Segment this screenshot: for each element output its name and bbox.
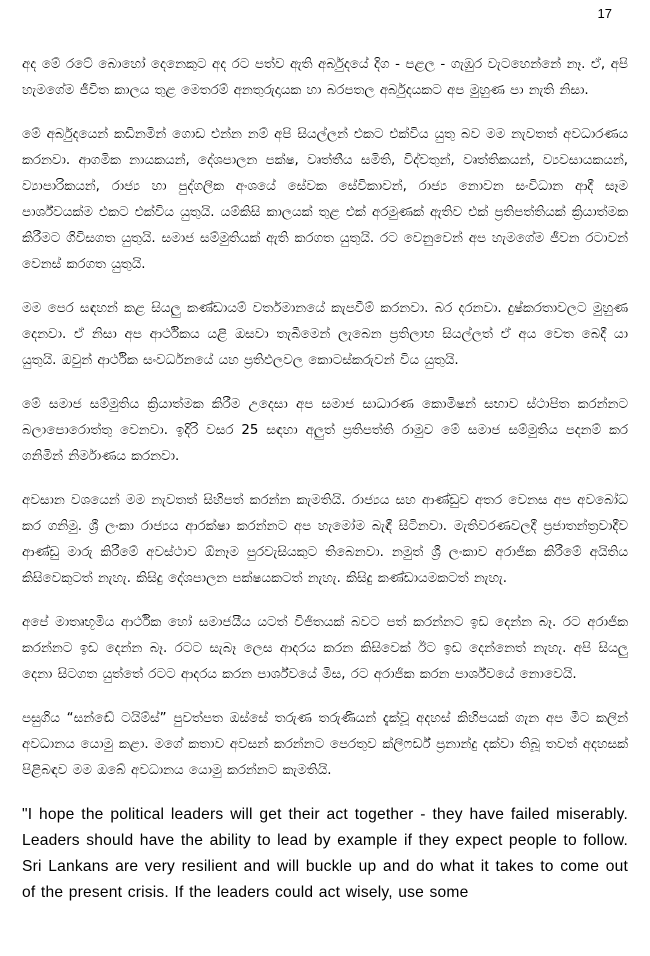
- paragraph: පසුගිය “සන්ඬේ ටයිම්ස්” පුවත්පත ඔස්සේ තරුණ තරුණියන් දැක්වූ අදහස් කිහිපයක් ගැන අප මීට කලින් අවධානය යොමු කළා. මගේ කතාව අවසන් කරන්නට පෙරතුව ක්ලිෆර්ඩ් ප්‍රනාන්දු දක්වා තිබූ තවත් අදහසක් පිළිබඳව මම ඔබේ අවධානය යොමු කරන්නට කැමතියි.: [22, 711, 628, 778]
- paragraph: මම පෙර සඳහන් කළ සියලු කණ්ඩායම් වර්තමානයේ කැපවීම් කරනවා. බර දරනවා. දුෂ්කරතාවලට මුහුණ දෙනවා. ඒ නිසා අප ආර්ථිකය යළි ඔසවා තැබීමෙන් ලැබෙන ප්‍රතිලාභ සියල්ලත් ඒ අය වෙත බෙදී යා යුතුයි. ඔවුන් ආර්ථික සංවර්ධනයේ යහ ප්‍රතිඵලවල කොටස්කරුවන් විය යුතුයි.: [22, 301, 628, 368]
- paragraph: අපේ මාතෘභූමිය ආර්ථික හෝ සමාජයීය යටත් විජිතයක් බවට පත් කරන්නට ඉඩ දෙන්න බෑ. රට අරාජික කරන්නට ඉඩ දෙන්න බෑ. රටට සැබෑ ලෙස ආදරය කරන කිසිවෙක් ඊට ඉඩ දෙන්නෙත් නැහැ. අපි සියලු දෙනා සිටගත යුත්තේ රටට ආදරය කරන පාර්ශ්වයේ මිස, රට අරාජික කරන පාර්ශ්වයේ නොවෙයි.: [22, 615, 628, 682]
- paragraph: අද මේ රටේ බොහෝ දෙනෙකුට අද රට පත්ව ඇති අර්බුදයේ දිග - පළල - ගැඹුර වැටහෙන්නේ නෑ. ඒ, අපි හැමගේම ජීවිත කාලය තුළ මෙතරම් අනතුරුදායක හා බරපතල අර්බුදයකට අප මුහුණ පා නැති නිසා.: [22, 57, 628, 98]
- paragraph: මේ අර්බුදයෙන් කඩිනමින් ගොඩ එන්න නම් අපි සියල්ලන් එකට එක්විය යුතු බව මම නැවතත් අවධාරණය කරනවා. ආගමික නායකයන්, දේශපාලන පක්ෂ, වෘත්තීය සමිති, විද්වතුන්, වෘත්තිකයන්, ව්‍යවසායකයන්, ව්‍යාපාරිකයන්, රාජ්‍ය හා පුද්ගලික අංශයේ සේවක සේවිකාවන්, රාජ්‍ය නොවන සංවිධාන ආදී සෑම පාර්ශ්වයක්ම එකට එක්විය යුතුයි. යම්කිසි කාලයක් තුළ එක් අරමුණක් ඇතිව එක් ප්‍රතිපත්තියක් ක්‍රියාත්මක කිරීමට ගිවිසගත යුතුයි. සමාජ සම්මුතියක් ඇති කරගත යුතුයි. රට වෙනුවෙන් අප හැමගේම ජීවන රටාවන් වෙනස් කරගත යුතුයි.: [22, 127, 628, 272]
- page-number: 17: [597, 6, 612, 21]
- document-body: [22, 52, 628, 924]
- paragraph: අවසාන වශයෙන් මම නැවතත් සිහිපත් කරන්න කැමතියි. රාජ්‍යය සහ ආණ්ඩුව අතර වෙනස අප අවබෝධ කර ගනිමු. ශ්‍රී ලංකා රාජ්‍යය ආරක්ෂා කරන්නට අප හැමෝම බැඳී සිටිනවා. මැතිවරණවලදී ප්‍රජාතන්ත්‍රවාදීව ආණ්ඩු මාරු කිරීමේ අවස්ථාව ඕනෑම පුරවැසියකුට තිබෙනවා. නමුත් ශ්‍රී ලංකාව අරාජික කිරීමේ අයිතිය කිසිවෙකුටත් නැහැ. කිසිදු දේශපාලන පක්ෂයකටත් නැහැ. කිසිදු කණ්ඩායමකටත් නැහැ.: [22, 493, 628, 586]
- paragraph: මේ සමාජ සම්මුතිය ක්‍රියාත්මක කිරීම උදෙසා අප සමාජ සාධාරණ කොමිෂන් සභාව ස්ථාපිත කරන්නට බලාපොරොත්තු වෙනවා. ඉදිරි වසර 25 සඳහා අලුත් ප්‍රතිපත්ති රාමුව මේ සමාජ සම්මුතිය පදනම් කර ගනිමින් නිර්මාණය කරනවා.: [22, 397, 628, 464]
- english-quote-paragraph: "I hope the political leaders will get their act together - they have failed miserably. Leaders should have the ability to lead by example if they expect people to follow. Sri Lankans are very resilient and will buckle up and do what it takes to come out of the present crisis. If the leaders could act wisely, use some: [22, 806, 628, 901]
